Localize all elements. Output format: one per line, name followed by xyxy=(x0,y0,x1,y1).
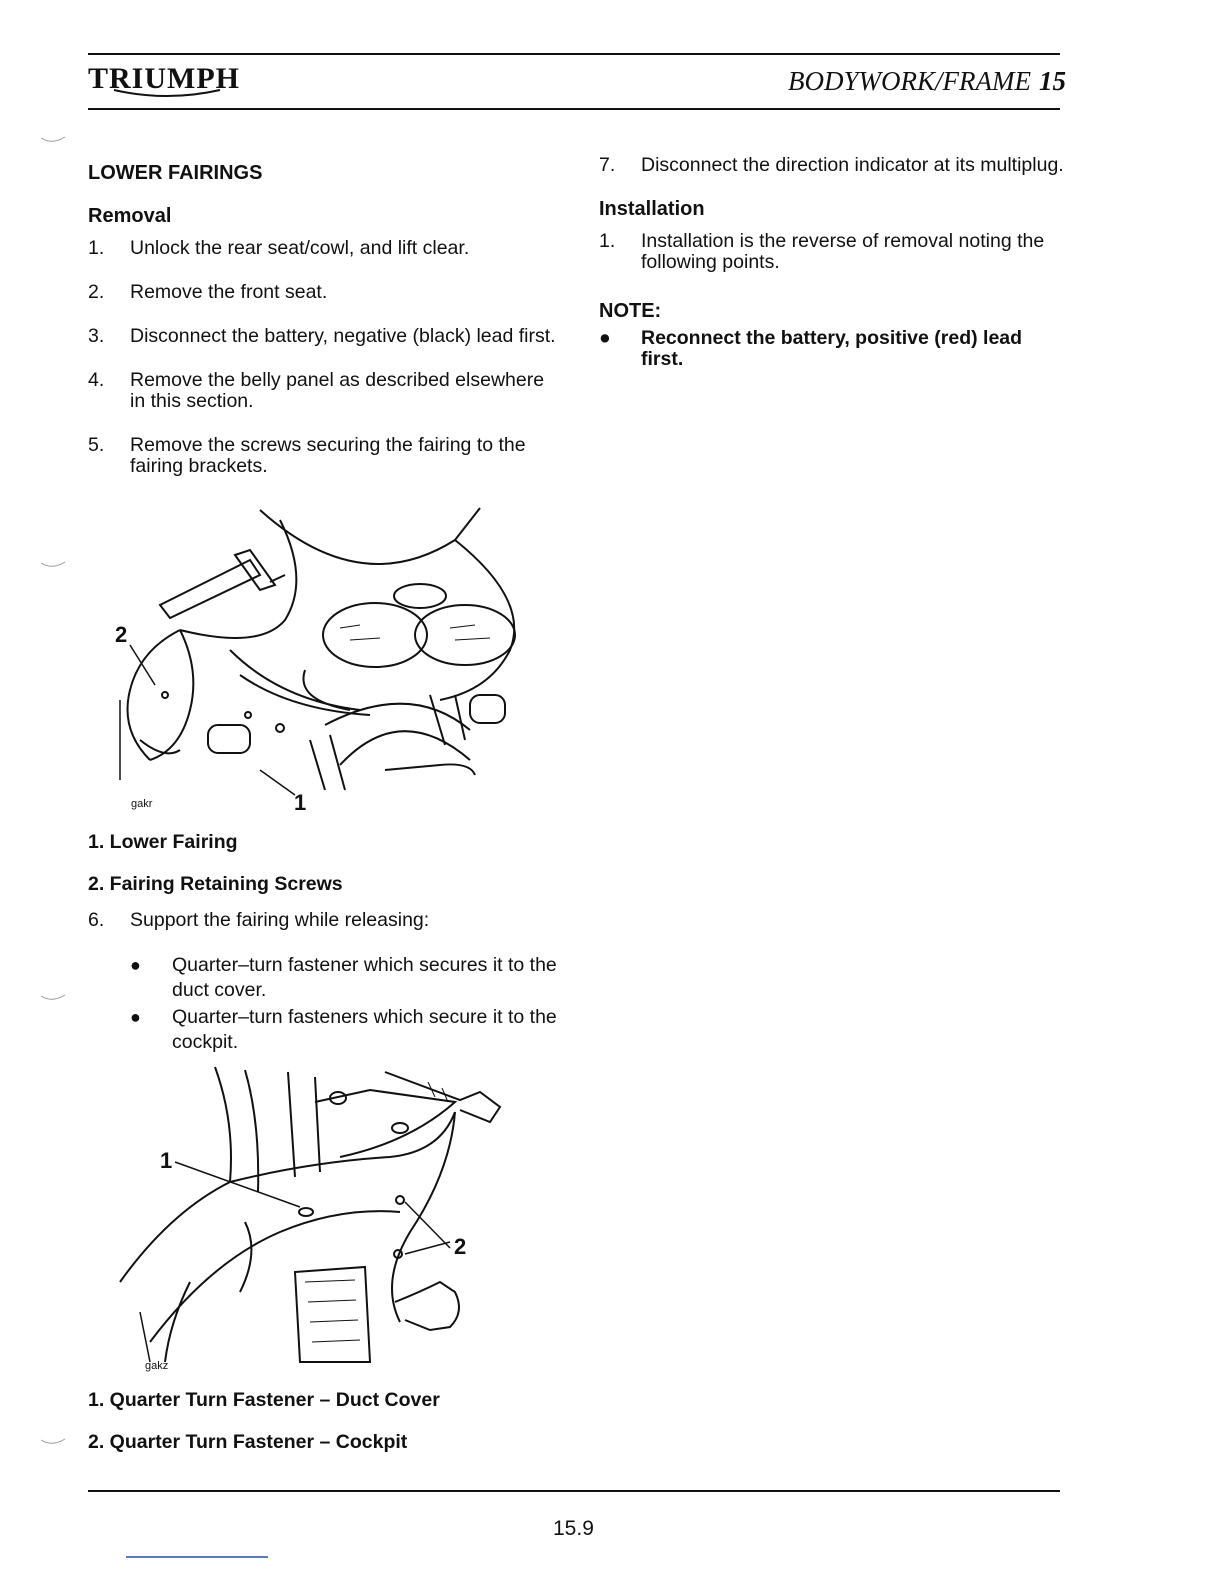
header-bottom-rule xyxy=(88,108,1060,110)
margin-mark-icon xyxy=(40,135,66,145)
page-number: 15.9 xyxy=(553,1517,594,1540)
bullet-item xyxy=(130,953,558,1003)
fastener-figure xyxy=(110,1062,530,1378)
removal-heading: Removal xyxy=(88,205,172,227)
installation-step xyxy=(599,231,1069,273)
callout-2: 2 xyxy=(454,1234,467,1259)
left-column xyxy=(88,163,558,477)
figure1-captions xyxy=(88,832,558,1055)
section-heading: LOWER FAIRINGS xyxy=(88,162,263,184)
removal-step xyxy=(88,238,558,259)
step-number: 1. xyxy=(599,230,616,252)
section-title xyxy=(788,66,1066,97)
step-number: 6. xyxy=(88,909,105,931)
removal-step xyxy=(88,910,558,931)
note-item xyxy=(599,328,1069,370)
figure-caption: 1. Lower Fairing xyxy=(88,831,238,853)
note-text: Reconnect the battery, positive (red) lead first. xyxy=(641,327,1023,370)
step-text: Disconnect the battery, negative (black) lead first. xyxy=(130,325,556,347)
note-label: NOTE: xyxy=(599,300,662,322)
removal-step xyxy=(88,435,558,477)
installation-heading: Installation xyxy=(599,198,705,220)
step-text: Support the fairing while releasing: xyxy=(130,909,430,931)
step-text: Remove the screws securing the fairing to the fairing brackets. xyxy=(130,434,526,477)
figure-code: gakz xyxy=(145,1360,169,1372)
footer-rule xyxy=(88,1490,1060,1492)
removal-step xyxy=(88,370,558,412)
step-number: 3. xyxy=(88,325,105,347)
step-text: Unlock the rear seat/cowl, and lift clear. xyxy=(130,237,470,259)
lower-fairing-figure xyxy=(110,500,530,820)
removal-step xyxy=(599,155,1069,176)
bullet-dot-icon: ● xyxy=(599,327,611,349)
callout-1: 1 xyxy=(160,1148,173,1173)
section-number: 15 xyxy=(1039,66,1066,96)
section-title-text: BODYWORK/FRAME xyxy=(788,66,1031,96)
bullet-text: Quarter–turn fastener which secures it to the duct cover. xyxy=(172,954,557,1001)
step-text: Disconnect the direction indicator at its multiplug. xyxy=(641,154,1064,176)
step-number: 1. xyxy=(88,237,105,259)
callout-1: 1 xyxy=(294,790,307,815)
fastener-bullet-list xyxy=(130,953,558,1055)
bullet-text: Quarter–turn fasteners which secure it to the cockpit. xyxy=(172,1006,557,1053)
margin-mark-icon xyxy=(40,1437,66,1447)
triumph-logo: TRIUMPH xyxy=(88,62,240,95)
figure2-captions xyxy=(88,1390,558,1453)
bullet-item xyxy=(130,1005,558,1055)
removal-step xyxy=(88,326,558,347)
step-text: Remove the front seat. xyxy=(130,281,328,303)
bullet-dot-icon: ● xyxy=(130,1007,141,1027)
step-text: Installation is the reverse of removal noting the following points. xyxy=(641,230,1045,273)
figure-code: gakr xyxy=(131,798,153,810)
margin-mark-icon xyxy=(40,993,66,1003)
step-number: 5. xyxy=(88,434,105,456)
step-number: 7. xyxy=(599,154,616,176)
removal-step xyxy=(88,282,558,303)
lower-fairing-illustration xyxy=(110,500,530,820)
margin-mark-icon xyxy=(40,560,66,570)
step-number: 2. xyxy=(88,281,105,303)
footer-link-underline xyxy=(126,1556,268,1558)
header-top-rule xyxy=(88,53,1060,55)
figure-caption: 1. Quarter Turn Fastener – Duct Cover xyxy=(88,1389,440,1411)
fastener-illustration xyxy=(110,1062,530,1378)
step-number: 4. xyxy=(88,369,105,391)
bullet-dot-icon: ● xyxy=(130,955,141,975)
figure-caption: 2. Fairing Retaining Screws xyxy=(88,873,343,895)
logo-swoosh-icon xyxy=(112,88,222,102)
step-text: Remove the belly panel as described elsewhere in this section. xyxy=(130,369,545,412)
right-column xyxy=(599,155,1069,370)
callout-2: 2 xyxy=(115,622,128,647)
figure-caption: 2. Quarter Turn Fastener – Cockpit xyxy=(88,1431,408,1453)
